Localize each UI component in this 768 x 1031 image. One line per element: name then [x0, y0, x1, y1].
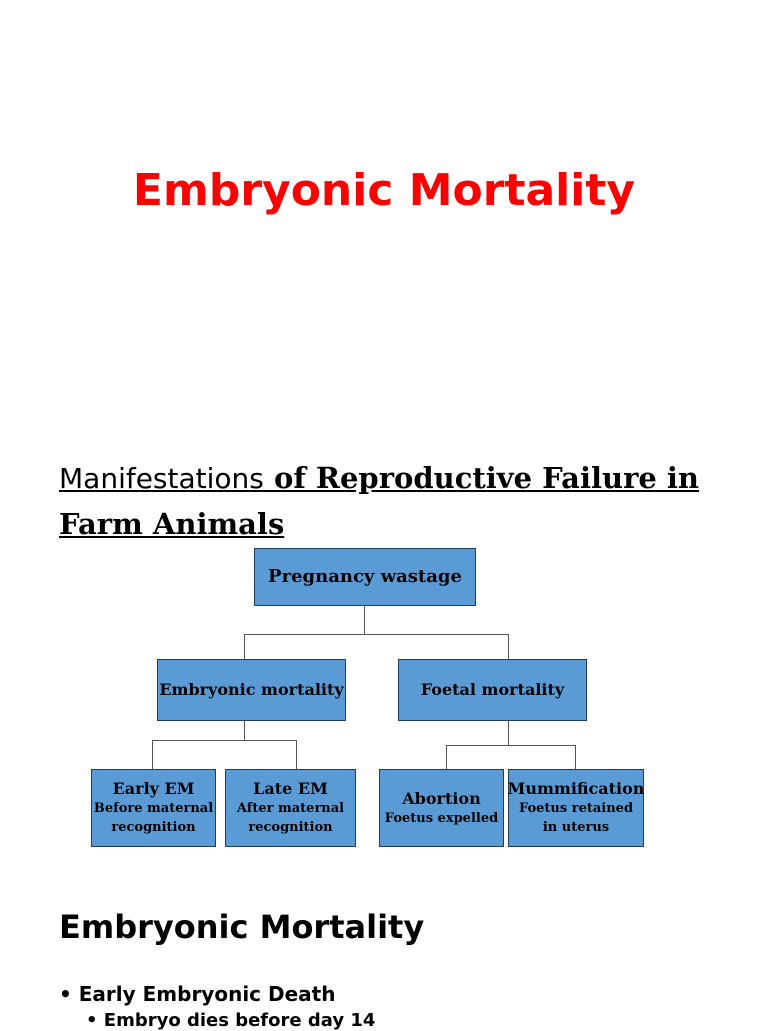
connector-right-stem: [508, 720, 509, 745]
box-abortion: [379, 769, 504, 847]
connector-left-stem: [244, 720, 245, 740]
connector-root-down: [364, 605, 365, 634]
box-label: Pregnancy wastage: [268, 566, 462, 587]
connector-left-bar: [152, 740, 297, 741]
section-heading: [59, 458, 739, 550]
box-foetal-mortality: [398, 659, 587, 721]
box-sublabel: in uterus: [542, 820, 610, 835]
bullet-early-embryonic-death: • Early Embryonic Death: [59, 982, 336, 1006]
box-sublabel: Before maternal: [93, 801, 214, 816]
box-label: Abortion: [402, 788, 481, 808]
box-pregnancy-wastage: [254, 548, 476, 606]
slide-title: Embryonic Mortality: [132, 165, 636, 216]
box-late-em: [225, 769, 356, 847]
box-sublabel: Foetus retained: [518, 801, 634, 816]
box-label: Early EM: [112, 779, 195, 798]
heading-text-line1: of Reproductive Failure in: [263, 461, 700, 495]
box-embryonic-mortality: [157, 659, 346, 721]
box-sublabel: Foetus expelled: [384, 810, 499, 826]
box-label: Foetal mortality: [420, 680, 565, 699]
box-label: Late EM: [253, 779, 328, 798]
connector-mummification: [575, 745, 576, 769]
box-sublabel: recognition: [111, 820, 196, 835]
connector-early-em: [152, 740, 153, 769]
connector-right-down: [508, 634, 509, 659]
box-sublabel: After maternal: [236, 801, 345, 816]
box-mummification: [508, 769, 644, 847]
section-heading-embryonic-mortality: Embryonic Mortality: [59, 908, 425, 946]
box-sublabel: recognition: [248, 820, 333, 835]
heading-word-manifestations: Manifestations: [59, 462, 264, 495]
box-label: Mummification: [507, 779, 645, 798]
box-label: Embryonic mortality: [159, 680, 344, 699]
connector-right-bar: [446, 745, 576, 746]
connector-left-down: [244, 634, 245, 659]
connector-late-em: [296, 740, 297, 769]
connector-abortion: [446, 745, 447, 769]
heading-text-line2: Farm Animals: [59, 507, 285, 541]
box-early-em: [91, 769, 216, 847]
bullet-embryo-dies: • Embryo dies before day 14: [86, 1010, 376, 1031]
connector-level1-bar: [244, 634, 509, 635]
